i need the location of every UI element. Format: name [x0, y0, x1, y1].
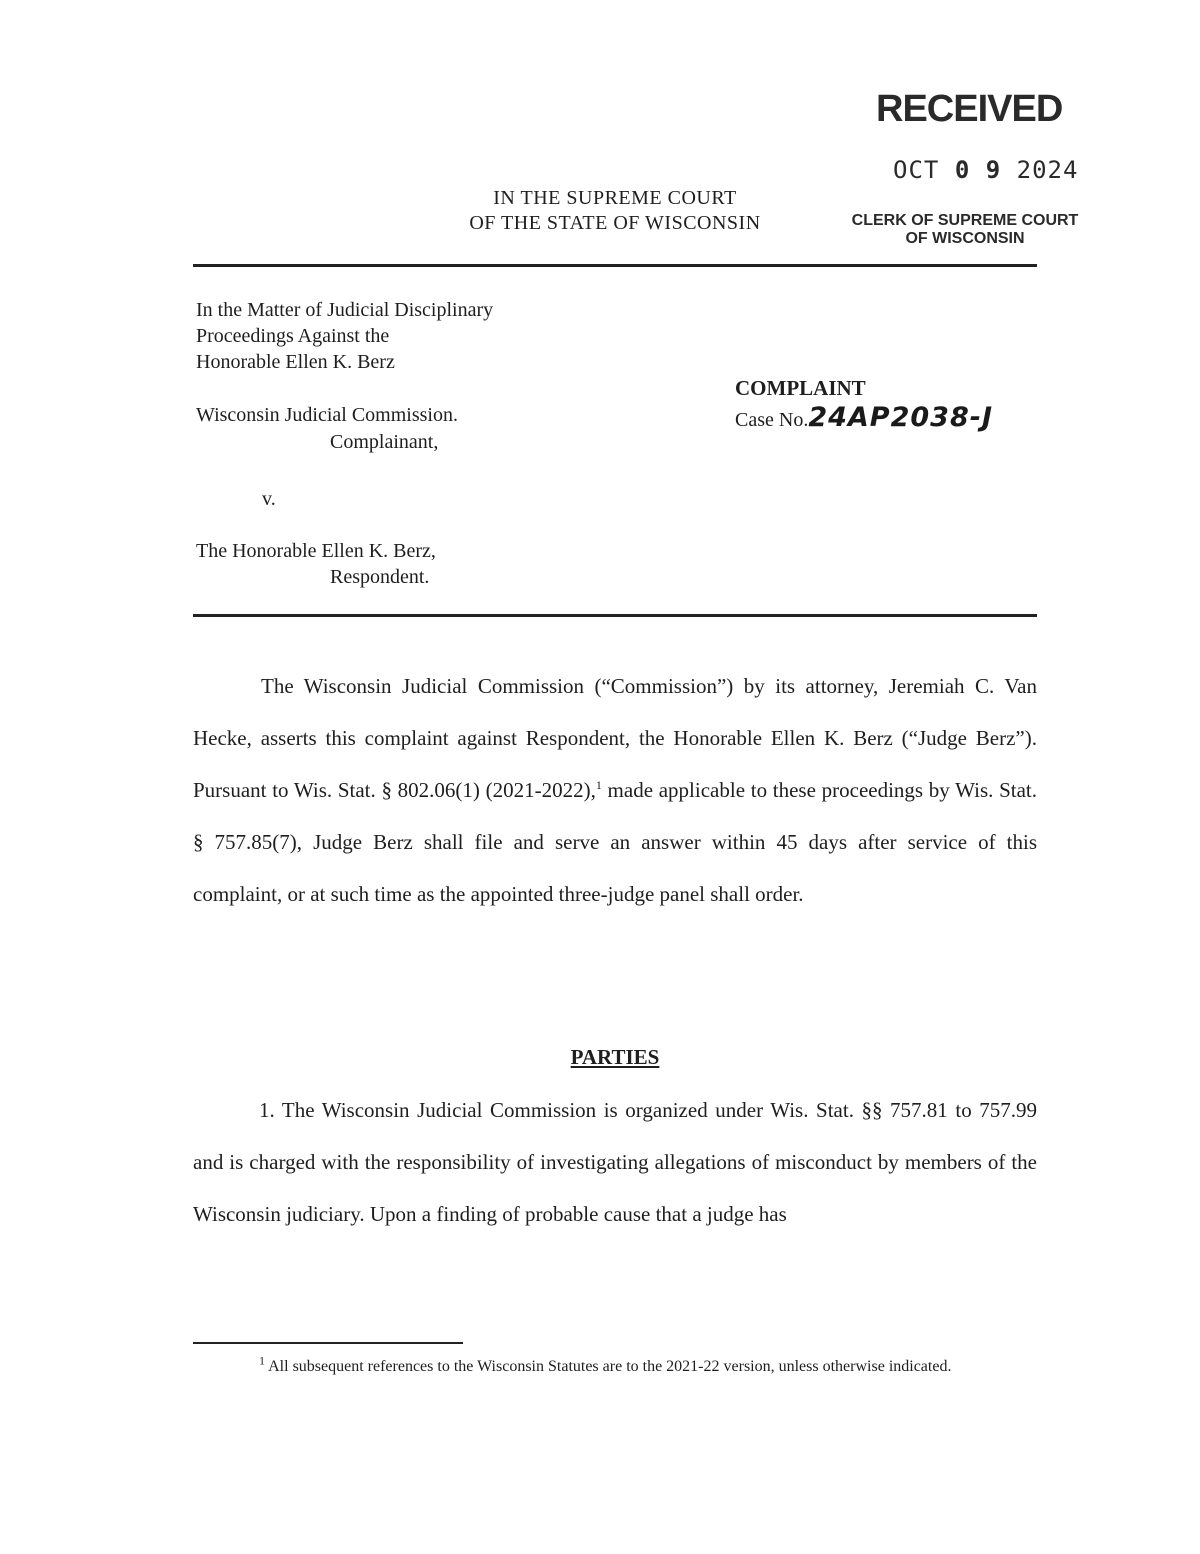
received-year: 2024 [1016, 156, 1079, 184]
versus: v. [262, 488, 276, 510]
footnote [193, 1353, 1037, 1378]
footnote-mark: 1 [259, 1353, 265, 1368]
case-number-handwritten: 24AP2038-J [808, 402, 993, 433]
received-date [893, 156, 1078, 184]
parties-heading: PARTIES [570, 1045, 660, 1069]
case-number-label: Case No. [735, 409, 809, 431]
footnote-divider [193, 1342, 463, 1344]
paragraph-1: 1. The Wisconsin Judicial Commission is organized under Wis. Stat. §§ 757.81 to 757.99 and is charged with the responsibility of investigating allegations of misconduct by members of the Wisconsin judiciary. Upon a finding of probable cause that a judge has [193, 1098, 1037, 1226]
matter-caption [196, 297, 493, 375]
top-divider [193, 264, 1037, 267]
court-line-1: IN THE SUPREME COURT [493, 187, 737, 209]
court-line-2: OF THE STATE OF WISCONSIN [469, 212, 761, 234]
matter-line-3: Honorable Ellen K. Berz [196, 351, 395, 373]
case-number-line [735, 402, 993, 433]
clerk-line-1: CLERK OF SUPREME COURT [851, 212, 1079, 229]
respondent-role: Respondent. [330, 566, 430, 588]
court-header [440, 186, 790, 236]
received-stamp: RECEIVED [876, 88, 1063, 130]
caption-divider [193, 614, 1037, 617]
footnote-text: All subsequent references to the Wisconsin Statutes are to the 2021-22 version, unless otherwise indicated. [265, 1358, 952, 1375]
respondent-name: The Honorable Ellen K. Berz, [196, 540, 436, 562]
clerk-stamp [850, 212, 1080, 248]
received-month: OCT [893, 156, 940, 184]
intro-text-1: The Wisconsin Judicial Commission (“Commission”) by its attorney, Jeremiah C. Van Hecke, asserts this complaint against Respondent, the Honorable Ellen K. Berz (“Judge Berz”). Pursuant to Wis. Stat. § 802.06(1) (2021-2022), [193, 674, 1037, 802]
footnote-reference[interactable]: 1 [595, 778, 602, 792]
clerk-line-2: OF WISCONSIN [905, 230, 1025, 247]
document-title: COMPLAINT [735, 376, 866, 400]
matter-line-2: Proceedings Against the [196, 325, 390, 347]
intro-text-2: made applicable to these proceedings by Wis. Stat. § 757.85(7), Judge Berz shall file and serve an answer within 45 days after service of this complaint, or at such time as the appointed three-judge panel shall order. [193, 778, 1038, 906]
complainant-name: Wisconsin Judicial Commission. [196, 404, 458, 426]
received-day: 0 9 [954, 156, 1002, 184]
complainant-role: Complainant, [330, 431, 439, 453]
matter-line-1: In the Matter of Judicial Disciplinary [196, 299, 494, 321]
intro-paragraph [193, 660, 1037, 920]
